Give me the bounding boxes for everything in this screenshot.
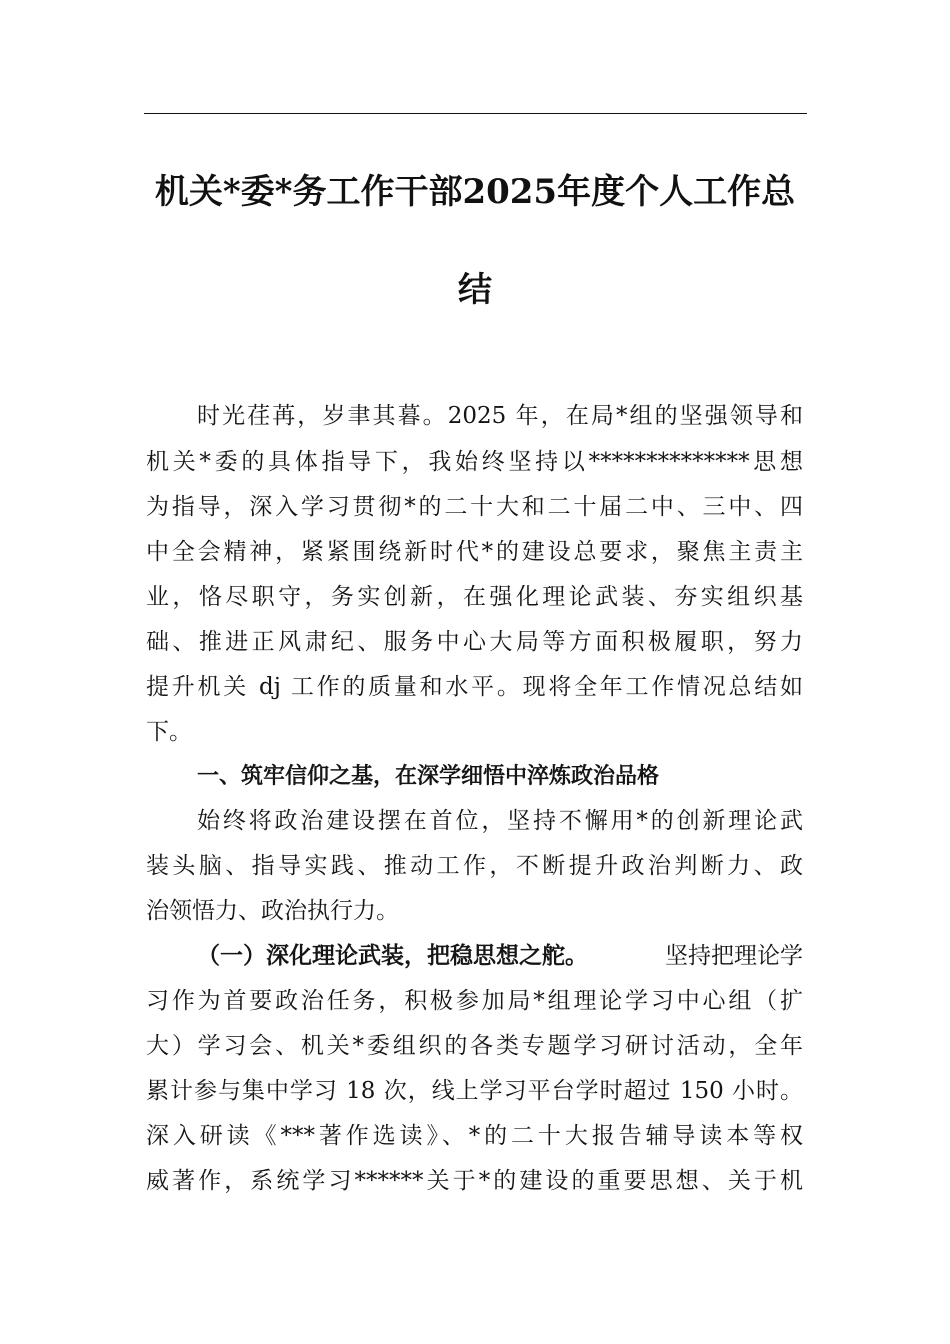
body-line: 习作为首要政治任务，积极参加局*组理论学习中心组（扩 bbox=[146, 988, 803, 1014]
body-line: 下。 bbox=[146, 719, 192, 745]
section-heading: 一、筑牢信仰之基，在深学细悟中淬炼政治品格 bbox=[197, 764, 660, 789]
document-title-line-2: 结 bbox=[458, 270, 492, 310]
document-title-line-1: 机关*委*务工作干部2025年度个人工作总 bbox=[154, 172, 796, 212]
body-line: 为指导，深入学习贯彻*的二十大和二十届二中、三中、四 bbox=[146, 494, 803, 520]
body-line: 威著作，系统学习******关于*的建设的重要思想、关于机 bbox=[146, 1168, 803, 1194]
subsection-line bbox=[197, 941, 803, 985]
body-line: 提升机关 dj 工作的质量和水平。现将全年工作情况总结如 bbox=[146, 674, 803, 700]
subsection-heading: （一）深化理论武装，把稳思想之舵。 bbox=[197, 942, 588, 969]
body-line: 础、推进正风肃纪、服务中心大局等方面积极履职，努力 bbox=[146, 629, 803, 655]
body-line: 中全会精神，紧紧围绕新时代*的建设总要求，聚焦主责主 bbox=[146, 539, 803, 565]
body-line: 机关*委的具体指导下，我始终坚持以**************思想 bbox=[146, 449, 804, 475]
body-line: 时光荏苒，岁聿其暮。2025 年，在局*组的坚强领导和 bbox=[197, 403, 803, 429]
body-run: 坚持把理论学 bbox=[665, 943, 803, 969]
body-line: 大）学习会、机关*委组织的各类专题学习研讨活动，全年 bbox=[146, 1033, 803, 1059]
body-line: 累计参与集中学习 18 次，线上学习平台学时超过 150 小时。 bbox=[146, 1078, 803, 1104]
body-line: 始终将政治建设摆在首位，坚持不懈用*的创新理论武 bbox=[197, 808, 803, 834]
body-line: 深入研读《***著作选读》、*的二十大报告辅导读本等权 bbox=[146, 1123, 803, 1149]
body-line: 业，恪尽职守，务实创新，在强化理论武装、夯实组织基 bbox=[146, 584, 803, 610]
body-line: 治领悟力、政治执行力。 bbox=[146, 898, 399, 924]
header-rule bbox=[144, 113, 807, 114]
body-line: 装头脑、指导实践、推动工作，不断提升政治判断力、政 bbox=[146, 853, 803, 879]
